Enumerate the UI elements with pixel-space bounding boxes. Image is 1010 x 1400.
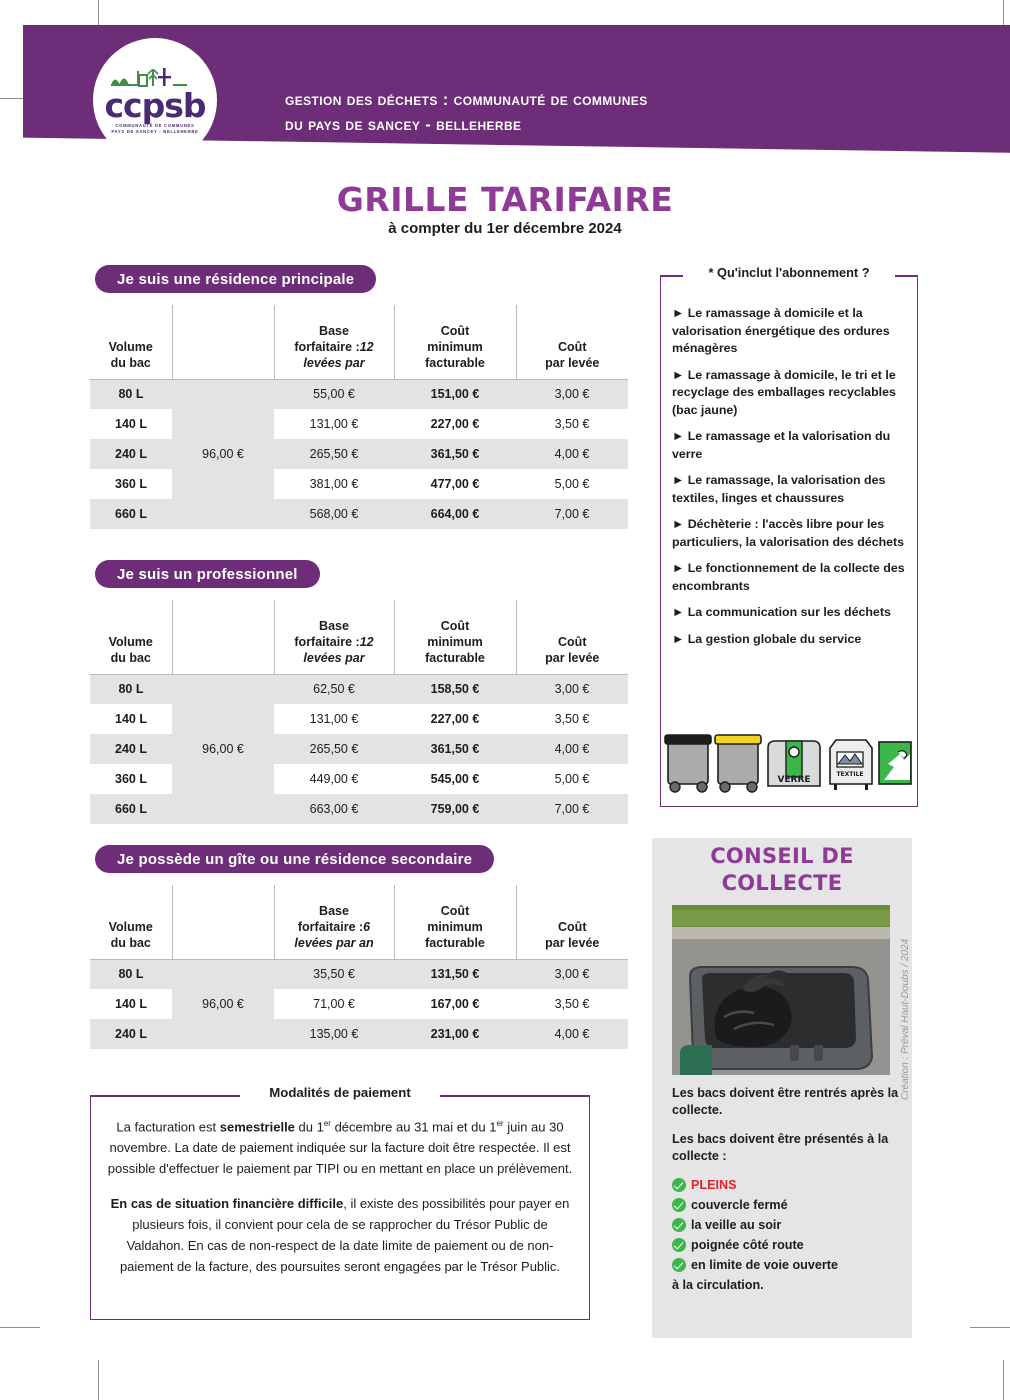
table-row: [90, 439, 628, 469]
cell-perlevee: 5,00 €: [554, 772, 590, 786]
checklist-item-label: PLEINS: [691, 1178, 737, 1192]
credit-line: Création : Préval Haut-Doubs / 2024: [900, 938, 911, 1100]
col-header-text: Coût par levée: [545, 339, 600, 370]
triangle-bullet-icon: ►: [672, 367, 685, 382]
cell-perlevee: 5,00 €: [554, 477, 590, 491]
abonnement-item: [672, 472, 910, 507]
col-header-perlevee: [516, 600, 628, 674]
cell-minimum: 664,00 €: [394, 499, 516, 529]
page-title: GRILLE TARIFAIRE: [336, 180, 674, 219]
cell-perlevee: 3,50 €: [554, 997, 590, 1011]
tariff-table-2: [90, 885, 628, 1049]
cell-minimum: 227,00 €: [430, 417, 480, 431]
col-header-text: Coût minimum facturable: [425, 618, 485, 665]
col-header-perlevee: [516, 305, 628, 379]
cell-base: 568,00 €: [274, 499, 394, 529]
cell-volume: 660 L: [90, 499, 172, 529]
col-header-text: Base forfaitaire :: [294, 323, 360, 354]
cell-base: 131,00 €: [309, 712, 359, 726]
triangle-bullet-icon: ►: [672, 306, 685, 320]
cell-base: 55,00 €: [274, 379, 394, 409]
cell-volume: 80 L: [90, 674, 172, 704]
logo-subtitle: COMMUNAUTÉ DE COMMUNES PAYS DE SANCEY - BELLEHERBE: [111, 123, 199, 134]
ccpsb-logo: [93, 38, 217, 162]
cell-minimum: 227,00 €: [430, 712, 480, 726]
col-header-text: Volume du bac: [108, 634, 153, 665]
crop-mark: [1003, 1360, 1004, 1400]
abonnement-item-label: La gestion globale du service: [687, 631, 862, 646]
checklist-item-label: en limite de voie ouverte: [691, 1258, 838, 1272]
cell-minimum: 231,00 €: [394, 1019, 516, 1049]
check-circle-icon: [672, 1178, 686, 1192]
cell-perlevee: 4,00 €: [516, 734, 628, 764]
col-header-text: Volume du bac: [108, 919, 153, 950]
table-row: [90, 989, 628, 1019]
bin-icons-row: [662, 722, 914, 798]
cell-base: 265,50 €: [274, 439, 394, 469]
bin-textile-icon: [830, 740, 872, 790]
modalites-body: [105, 1113, 575, 1277]
check-circle-icon: [672, 1198, 686, 1212]
section-pill-0: [95, 265, 376, 293]
table-row: [90, 764, 628, 794]
conseil-text: [672, 1085, 902, 1294]
col-header-text: Base forfaitaire :: [294, 618, 360, 649]
abonnement-item-label: Le ramassage et la valorisation du verre: [672, 429, 891, 461]
table-row: [90, 1019, 628, 1049]
col-header-blank: [172, 885, 274, 959]
logo-letters-cc: cc: [104, 86, 142, 125]
cell-volume: 360 L: [115, 772, 147, 786]
triangle-bullet-icon: ►: [672, 561, 685, 575]
col-header-volume: [90, 305, 172, 379]
header-title-line1: gestion des déchets : communauté de communes: [285, 91, 648, 109]
cell-volume: 80 L: [90, 959, 172, 989]
abonnement-list: [672, 305, 910, 657]
abonnement-item: [672, 604, 910, 622]
abonnement-title: * Qu'inclut l'abonnement ?: [686, 265, 892, 280]
cell-base: 135,00 €: [274, 1019, 394, 1049]
modalites-paragraph-1: La facturation est semestrielle du 1er décembre au 31 mai et du 1er juin au 30 novembre. La date de paiement indiquée sur la facture doit être respectée. Il est possible d'effectuer le paiement par TIPI ou en mettant en place un prélèvement.: [107, 1119, 573, 1177]
logo-letter-s: s: [164, 86, 183, 125]
cell-volume: 140 L: [115, 712, 147, 726]
col-header-blank: [172, 600, 274, 674]
abonnement-item-label: La communication sur les déchets: [687, 605, 891, 619]
cell-abonnement: 96,00 €: [172, 959, 274, 1049]
cell-volume: 360 L: [115, 477, 147, 491]
col-header-emphasis: 6 levées par an: [294, 919, 374, 950]
header-title: [285, 88, 648, 138]
cell-base: 449,00 €: [309, 772, 359, 786]
crop-mark: [98, 1360, 99, 1400]
col-header-text: Coût par levée: [545, 634, 600, 665]
checklist-item: [672, 1217, 902, 1234]
header-title-line2: du pays de sancey - belleherbe: [285, 116, 522, 134]
table-row: [90, 734, 628, 764]
cell-volume: 660 L: [90, 794, 172, 824]
modalites-paragraph-2: En cas de situation financière difficile, il existe des possibilités pour payer en plusieurs fois, il convient pour cela de se rapprocher du Trésor Public de Valdahon. En cas de non-respect de la date limite de paiement ou de non-paiement de la facture, des poursuites seront engagées par le Trésor Public.: [110, 1196, 570, 1275]
cell-volume: 240 L: [90, 734, 172, 764]
check-circle-icon: [672, 1218, 686, 1232]
cell-minimum: 151,00 €: [394, 379, 516, 409]
col-header-text: Coût minimum facturable: [425, 323, 485, 370]
cell-volume: 240 L: [90, 1019, 172, 1049]
cell-minimum: 158,50 €: [394, 674, 516, 704]
tariff-table-0: [90, 305, 628, 529]
checklist-item: [672, 1237, 902, 1254]
col-header-minimum: [394, 600, 516, 674]
col-header-base: [274, 600, 394, 674]
col-header-text: Volume du bac: [108, 339, 153, 370]
table-row: [90, 674, 628, 704]
cell-perlevee: 4,00 €: [516, 1019, 628, 1049]
table-row: [90, 794, 628, 824]
check-circle-icon: [672, 1258, 686, 1272]
table-row: [90, 704, 628, 734]
cell-base: 131,00 €: [309, 417, 359, 431]
logo-letter-b: b: [182, 86, 206, 125]
svg-text:TEXTILE: TEXTILE: [836, 771, 864, 778]
abonnement-item: [672, 631, 910, 649]
abonnement-item-label: Le ramassage, la valorisation des textiles, linges et chaussures: [672, 473, 886, 505]
abonnement-item-label: Le fonctionnement de la collecte des encombrants: [672, 561, 905, 593]
col-header-volume: [90, 885, 172, 959]
abonnement-item-label: Le ramassage à domicile et la valorisation énergétique des ordures ménagères: [672, 306, 890, 355]
cell-base: 35,50 €: [274, 959, 394, 989]
col-header-volume: [90, 600, 172, 674]
conseil-checklist-tail: à la circulation.: [672, 1278, 764, 1292]
cell-perlevee: 7,00 €: [516, 499, 628, 529]
logo-letter-p: p: [141, 86, 165, 125]
abonnement-item-label: Déchèterie : l'accès libre pour les particuliers, la valorisation des déchets: [672, 517, 905, 549]
cell-abonnement: 96,00 €: [172, 379, 274, 529]
col-header-minimum: [394, 305, 516, 379]
table-row: [90, 409, 628, 439]
cell-minimum: 361,50 €: [394, 439, 516, 469]
bin-verre-icon: [768, 741, 820, 786]
svg-text:VERRE: VERRE: [777, 775, 811, 785]
cell-base: 265,50 €: [274, 734, 394, 764]
cell-perlevee: 3,00 €: [516, 379, 628, 409]
cell-perlevee: 3,50 €: [554, 417, 590, 431]
checklist-item: [672, 1257, 902, 1274]
checklist-item: [672, 1197, 902, 1214]
col-header-base: [274, 305, 394, 379]
col-header-text: Base forfaitaire :: [297, 903, 364, 934]
cell-minimum: 131,50 €: [394, 959, 516, 989]
abonnement-item: [672, 428, 910, 463]
cell-minimum: 361,50 €: [394, 734, 516, 764]
table-row: [90, 499, 628, 529]
table-row: [90, 379, 628, 409]
bin-emballages-jaune-icon: [715, 735, 761, 792]
col-header-base: [274, 885, 394, 959]
logo-wordmark: [104, 86, 206, 125]
cell-base: 381,00 €: [309, 477, 359, 491]
abonnement-item: [672, 560, 910, 595]
triangle-bullet-icon: ►: [672, 605, 685, 619]
crop-mark: [0, 1327, 40, 1328]
crop-mark: [970, 1327, 1010, 1328]
cell-base: 62,50 €: [274, 674, 394, 704]
col-header-emphasis: 12 levées par: [303, 339, 374, 370]
abonnement-item: [672, 305, 910, 358]
cell-perlevee: 3,50 €: [554, 712, 590, 726]
cell-perlevee: 3,00 €: [516, 959, 628, 989]
col-header-text: Coût par levée: [545, 919, 600, 950]
col-header-text: Coût minimum facturable: [425, 903, 485, 950]
col-header-perlevee: [516, 885, 628, 959]
triangle-bullet-icon: ►: [672, 517, 685, 531]
cell-volume: 140 L: [115, 997, 147, 1011]
checklist-item-label: la veille au soir: [691, 1218, 782, 1232]
table-row: [90, 959, 628, 989]
triangle-bullet-icon: ►: [672, 631, 685, 646]
cell-abonnement: 96,00 €: [172, 674, 274, 824]
icon-decheterie: [879, 742, 911, 784]
conseil-checklist: [672, 1177, 902, 1274]
col-header-blank: [172, 305, 274, 379]
checklist-item: [672, 1177, 902, 1194]
conseil-title: CONSEIL DE COLLECTE: [710, 844, 854, 895]
conseil-paragraph-1: Les bacs doivent être rentrés après la collecte.: [672, 1086, 899, 1117]
section-pill-label: Je suis une résidence principale: [117, 270, 355, 288]
triangle-bullet-icon: ►: [672, 429, 685, 443]
bin-ordures-menageres-icon: [665, 735, 711, 792]
page-subtitle: à compter du 1er décembre 2024: [388, 220, 622, 237]
conseil-photo: [672, 905, 890, 1075]
section-pill-label: Je suis un professionnel: [117, 565, 298, 583]
abonnement-item-label: Le ramassage à domicile, le tri et le recyclage des emballages recyclables (bac jaune): [672, 367, 896, 417]
section-pill-1: [95, 560, 320, 588]
cell-minimum: 167,00 €: [430, 997, 480, 1011]
cell-perlevee: 7,00 €: [516, 794, 628, 824]
triangle-bullet-icon: ►: [672, 473, 685, 487]
cell-perlevee: 3,00 €: [516, 674, 628, 704]
cell-volume: 240 L: [90, 439, 172, 469]
checklist-item-label: couvercle fermé: [691, 1198, 788, 1212]
abonnement-item: [672, 516, 910, 551]
check-circle-icon: [672, 1238, 686, 1252]
modalites-title: Modalités de paiement: [240, 1085, 440, 1100]
cell-minimum: 545,00 €: [430, 772, 480, 786]
checklist-item-label: poignée côté route: [691, 1238, 804, 1252]
conseil-paragraph-2: Les bacs doivent être présentés à la collecte :: [672, 1132, 889, 1163]
abonnement-item: [672, 367, 910, 420]
cell-volume: 140 L: [115, 417, 147, 431]
col-header-emphasis: 12 levées par: [303, 634, 374, 665]
cell-perlevee: 4,00 €: [516, 439, 628, 469]
tariff-table-1: [90, 600, 628, 824]
section-pill-label: Je possède un gîte ou une résidence secondaire: [117, 850, 473, 868]
cell-base: 71,00 €: [313, 997, 355, 1011]
col-header-minimum: [394, 885, 516, 959]
cell-minimum: 759,00 €: [394, 794, 516, 824]
table-row: [90, 469, 628, 499]
cell-base: 663,00 €: [274, 794, 394, 824]
cell-volume: 80 L: [90, 379, 172, 409]
cell-minimum: 477,00 €: [430, 477, 480, 491]
section-pill-2: [95, 845, 494, 873]
